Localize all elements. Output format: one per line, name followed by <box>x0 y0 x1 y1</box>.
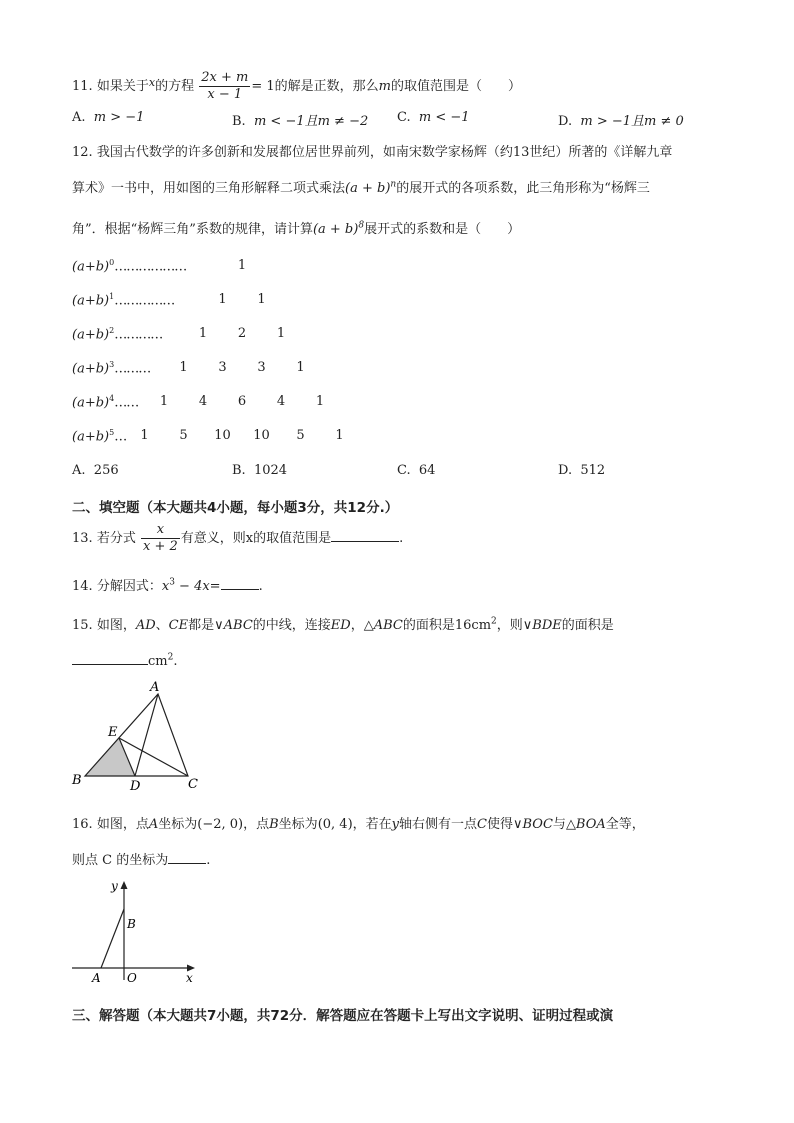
q15-stem: 15. 如图，AD、CE都是∨ABC的中线，连接ED，△ABC的面积是$16cm^2$，则∨BDE的面积是 <box>72 616 614 633</box>
triangle-coefficient: 1 <box>315 394 325 409</box>
triangle-coefficient: 2 <box>237 326 247 341</box>
label-x: x <box>186 971 193 985</box>
triangle-coefficient: 1 <box>140 428 149 443</box>
triangle-coefficient: 4 <box>198 394 208 409</box>
triangle-row-3 <box>72 360 472 380</box>
q12-option-b[interactable]: B. 1024 <box>232 463 288 478</box>
label-y: y <box>111 879 118 893</box>
label-o: O <box>127 971 137 985</box>
triangle-coefficient: 1 <box>198 326 208 341</box>
q14-stem: 14. 分解因式：$x^3 - 4x=$ . <box>72 577 263 594</box>
q16-coordinate-figure <box>70 876 205 986</box>
q11-option-c[interactable]: C. m < −1 <box>397 110 470 125</box>
q16-line2: 则点 C 的坐标为 . <box>72 853 211 868</box>
triangle-row-label: $(a+b)^4\dots\dots$ <box>72 394 139 411</box>
q12-option-c[interactable]: C. 64 <box>397 463 436 478</box>
q12-line3: 角”．根据“杨辉三角”系数的规律，请计算$(a + b)^8$展开式的系数和是（ ） <box>72 220 521 237</box>
triangle-coefficient: 10 <box>214 428 231 443</box>
triangle-coefficient: 10 <box>253 428 270 443</box>
triangle-coefficient: 3 <box>218 360 227 375</box>
triangle-coefficient: 5 <box>179 428 188 443</box>
triangle-row-label: $(a+b)^5\dots$ <box>72 428 127 445</box>
triangle-coefficient: 1 <box>257 292 266 307</box>
triangle-row-5 <box>72 428 472 448</box>
q12-line1: 12. 我国古代数学的许多创新和发展都位居世界前列，如南宋数学家杨辉（约13世纪）所著的《详解九章 <box>72 145 673 160</box>
triangle-row-label: $(a+b)^1\dots\dots\dots\dots\dots$ <box>72 292 175 309</box>
triangle-coefficient: 1 <box>335 428 344 443</box>
q13-fraction: $\frac{x}{x + 2}$ <box>142 522 178 554</box>
triangle-row-4 <box>72 394 472 414</box>
triangle-coefficient: 6 <box>237 394 247 409</box>
triangle-row-label: $(a+b)^2\dots\dots\dots\dots$ <box>72 326 163 343</box>
q12-option-d[interactable]: D. 512 <box>558 463 606 478</box>
triangle-coefficient: 1 <box>296 360 305 375</box>
label-b: B <box>127 917 136 931</box>
triangle-row-1 <box>72 292 472 312</box>
q12-option-a[interactable]: A. 256 <box>72 463 119 478</box>
section2-title: 二、填空题（本大题共4小题，每小题3分，共12分.） <box>72 500 399 516</box>
triangle-coefficient: 1 <box>179 360 188 375</box>
triangle-row-2 <box>72 326 472 346</box>
q15-answer-blank[interactable] <box>72 652 148 665</box>
section3-title: 三、解答题（本大题共7小题，共72分．解答题应在答题卡上写出文字说明、证明过程或演 <box>72 1008 614 1024</box>
q11-option-a[interactable]: A. m > −1 <box>72 110 145 125</box>
label-a: A <box>92 971 101 985</box>
triangle-coefficient: 1 <box>159 394 169 409</box>
label-a: A <box>150 680 160 695</box>
label-e: E <box>108 725 118 740</box>
triangle-coefficient: 3 <box>257 360 266 375</box>
q13-answer-blank[interactable] <box>331 529 399 542</box>
triangle-row-label: $(a+b)^0\dots\dots\dots\dots\dots\dots$ <box>72 258 187 275</box>
triangle-row-0 <box>72 258 472 278</box>
q14-answer-blank[interactable] <box>221 577 259 590</box>
triangle-row-label: $(a+b)^3\dots\dots\dots$ <box>72 360 151 377</box>
q15-line2: $cm^2$. <box>72 652 177 669</box>
label-c: C <box>188 777 198 792</box>
q11-option-d[interactable]: D. m > −1且m ≠ 0 <box>558 114 684 129</box>
triangle-coefficient: 1 <box>218 292 227 307</box>
q11-stem: 11. 如果关于$^x$的方程 $\frac{2x + m}{x - 1}$ = 1的解是正数，那么m的取值范围是（ ） <box>72 70 521 102</box>
q16-stem: 16. 如图，点A坐标为(−2, 0)，点B坐标为(0, 4)，若在y轴右侧有一点C使得∨BOC与△BOA全等， <box>72 817 645 832</box>
triangle-coefficient: 5 <box>296 428 305 443</box>
yanghui-triangle <box>72 258 472 448</box>
triangle-coefficient: 1 <box>237 258 247 273</box>
q15-triangle-figure <box>70 678 210 793</box>
q12-line2: 算术》一书中，用如图的三角形解释二项式乘法$(a + b)^n$的展开式的各项系数，此三角形称为“杨辉三 <box>72 179 650 196</box>
q11-fraction: $\frac{2x + m}{x - 1}$ <box>201 70 249 102</box>
q13-stem: 13. 若分式 $\frac{x}{x + 2}$ 有意义，则x的取值范围是 . <box>72 522 404 554</box>
triangle-coefficient: 1 <box>276 326 286 341</box>
label-d: D <box>130 779 141 793</box>
q16-answer-blank[interactable] <box>168 851 206 864</box>
triangle-coefficient: 4 <box>276 394 286 409</box>
y-axis-arrow <box>121 881 128 889</box>
q11-option-b[interactable]: B. m < −1且m ≠ −2 <box>232 114 369 129</box>
label-b: B <box>72 773 82 788</box>
segment-ab <box>101 909 124 968</box>
